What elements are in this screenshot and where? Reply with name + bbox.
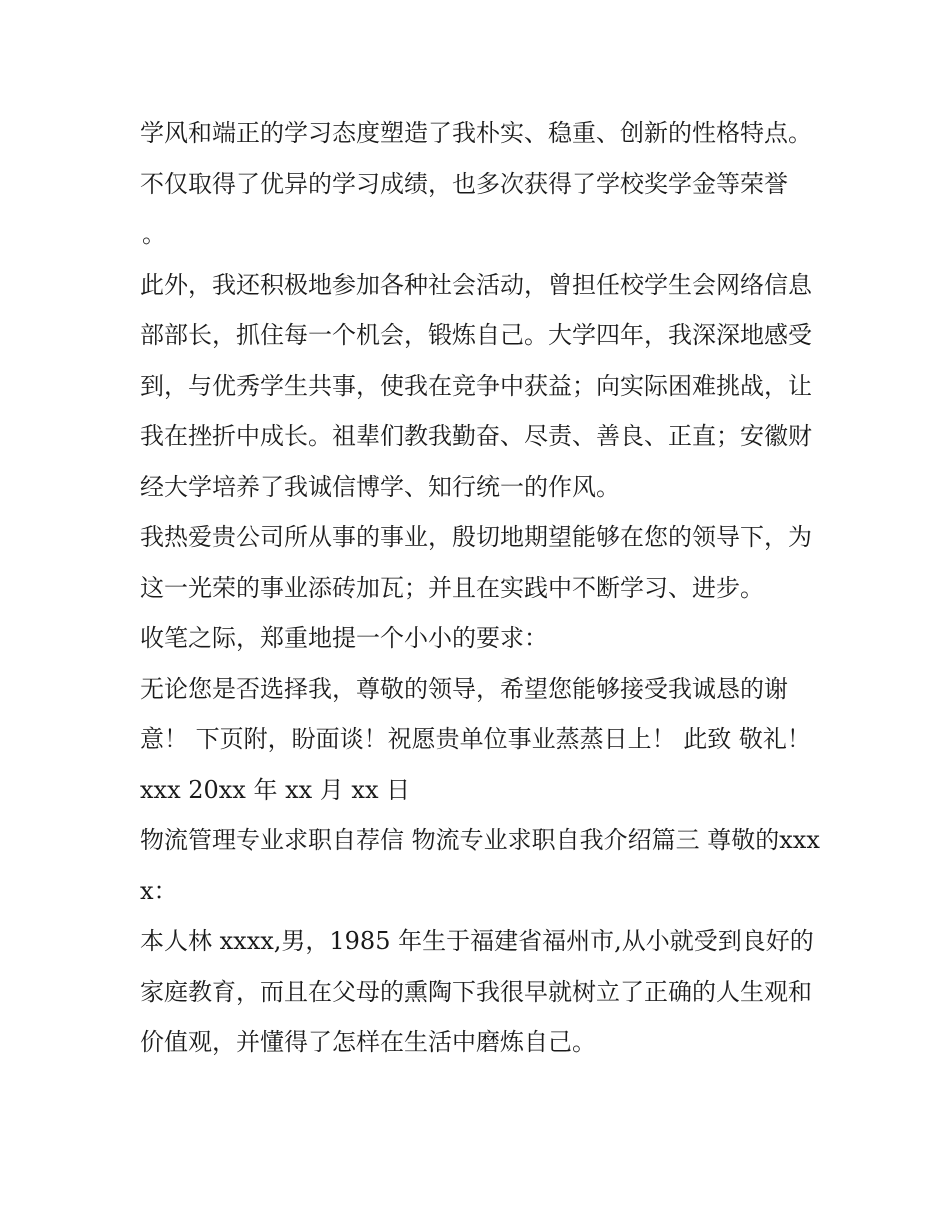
paragraph-7: 物流管理专业求职自荐信 物流专业求职自我介绍篇三 尊敬的xxxx： <box>140 826 820 905</box>
document-body <box>140 108 820 1068</box>
paragraph-2: 。 <box>142 220 166 248</box>
paragraph-6: 无论您是否选择我，尊敬的领导，希望您能够接受我诚恳的谢意！ 下页附，盼面谈！祝愿贵单位事业蒸蒸日上！ 此致 敬礼！ xxx 20xx 年 xx 月 xx 日 <box>140 674 811 804</box>
paragraph-5: 收笔之际，郑重地提一个小小的要求： <box>140 624 548 652</box>
paragraph-1: 学风和端正的学习态度塑造了我朴实、稳重、创新的性格特点。不仅取得了优异的学习成绩，也多次获得了学校奖学金等荣誉 <box>140 119 812 198</box>
paragraph-8: 本人林 xxxx,男，1985 年生于福建省福州市,从小就受到良好的家庭教育，而且在父母的熏陶下我很早就树立了正确的人生观和价值观，并懂得了怎样在生活中磨炼自己。 <box>140 927 814 1056</box>
paragraph-4: 我热爱贵公司所从事的事业，殷切地期望能够在您的领导下，为这一光荣的事业添砖加瓦；并且在实践中不断学习、进步。 <box>140 523 812 602</box>
paragraph-3: 此外，我还积极地参加各种社会活动，曾担任校学生会网络信息部部长，抓住每一个机会，锻炼自己。大学四年，我深深地感受到，与优秀学生共事，使我在竞争中获益；向实际困难挑战，让我在挫折中成长。祖辈们教我勤奋、尽责、善良、正直；安徽财经大学培养了我诚信博学、知行统一的作风。 <box>140 270 812 501</box>
